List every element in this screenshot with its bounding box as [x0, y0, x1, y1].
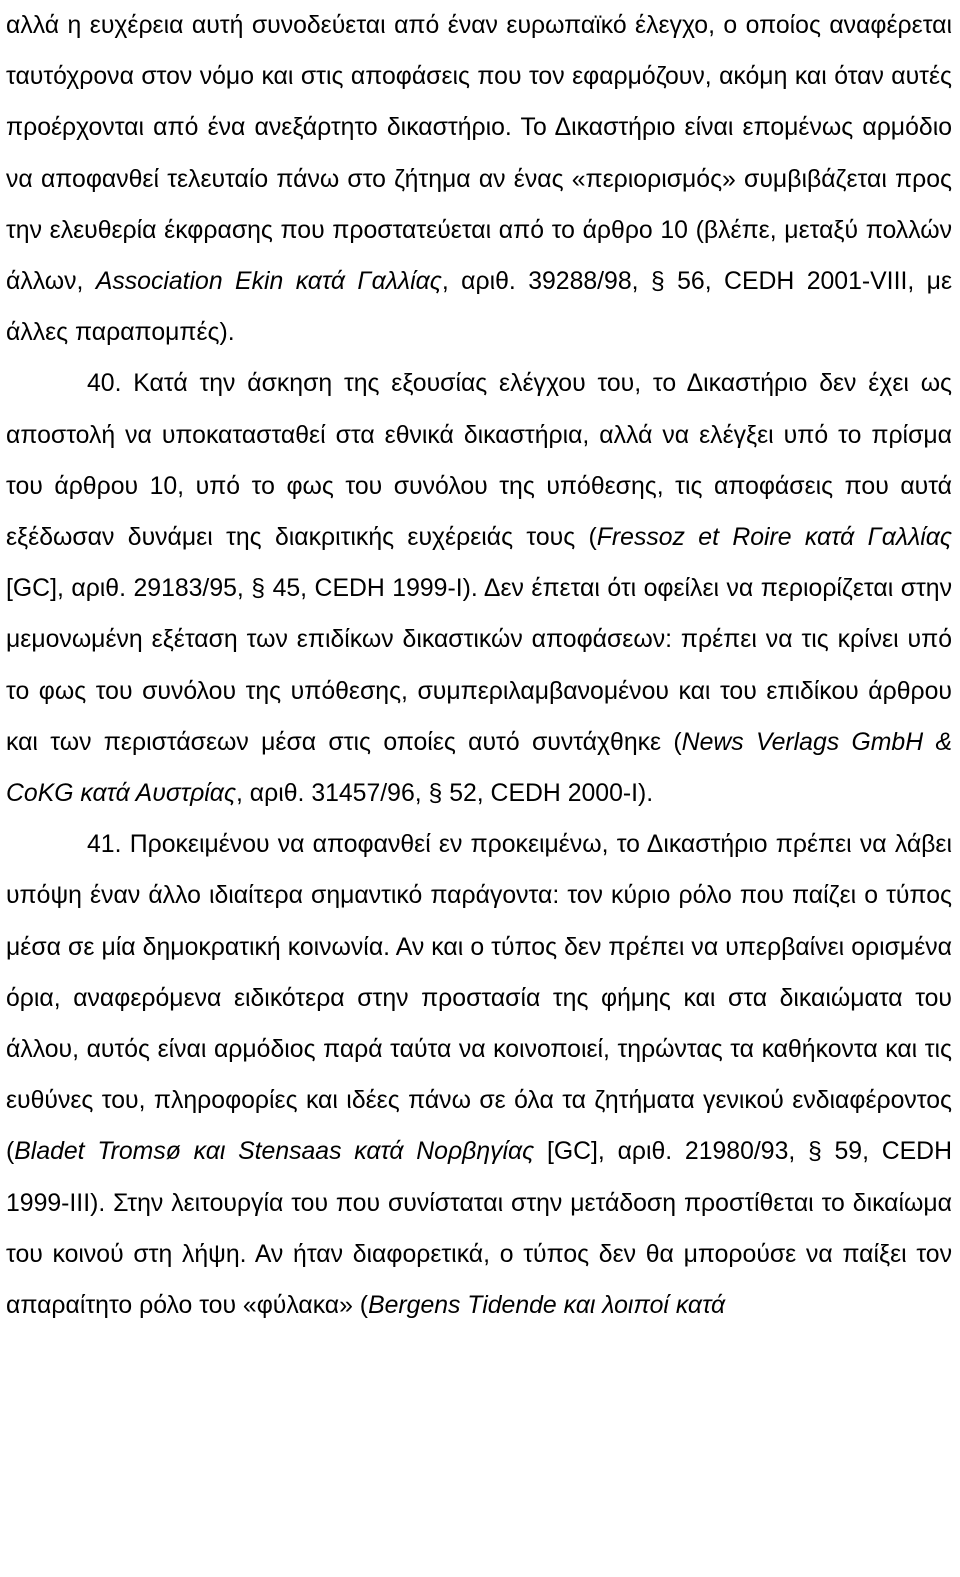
text-run: Προκειμένου να αποφανθεί εν προκειμένω, το Δικαστήριο πρέπει να λάβει υπόψη έναν άλλο ιδιαίτερα σημαντικό παράγοντα: τον κύριο ρόλο που παίζει ο τύπος μέσα σε μία δημοκρατική κοινωνία. Αν και ο τύπος δεν πρέπει να υπερβαίνει ορισμένα όρια, αναφερόμενα ειδικότερα στην προστασία της φήμης και στα δικαιώματα του άλλου, αυτός είναι αρμόδιος παρά ταύτα να κοινοποιεί, τηρώντας τα καθήκοντα και τις ευθύνες του, πληροφορίες και ιδέες πάνω σε όλα τα ζητήματα γενικού ενδιαφέροντος ( [6, 831, 952, 1166]
paragraph-continuation [6, 0, 952, 358]
paragraph-40 [6, 358, 952, 819]
text-run: [GC], αριθ. 21980/93, § 59, CEDH 1999-III). Στην λειτουργία του που συνίσταται στην μετάδοση προστίθεται το δικαίωμα του κοινού στη λήψη. Αν ήταν διαφορετικά, ο τύπος δεν θα μπορούσε να παίξει τον απαραίτητο ρόλο του «φύλακα» ( [6, 1138, 952, 1320]
text-run: αλλά η ευχέρεια αυτή συνοδεύεται από έναν ευρωπαϊκό έλεγχο, ο οποίος αναφέρεται ταυτόχρονα στον νόμο και στις αποφάσεις που τον εφαρμόζουν, ακόμη και όταν αυτές προέρχονται από ένα ανεξάρτητο δικαστήριο. Το Δικαστήριο είναι επομένως αρμόδιο να αποφανθεί τελευταίο πάνω στο ζήτημα αν ένας «περιορισμός» συμβιβάζεται προς την ελευθερία έκφρασης που προστατεύεται από το άρθρο 10 (βλέπε, μεταξύ πολλών άλλων, [6, 12, 952, 296]
document-page [6, 0, 952, 1331]
case-citation: Fressoz et Roire κατά Γαλλίας [596, 524, 952, 552]
case-citation: News Verlags GmbH & CoKG κατά Αυστρίας [6, 728, 952, 808]
case-citation: Bergens Tidende και λοιποί κατά [368, 1292, 726, 1320]
paragraph-number: 41. [87, 831, 122, 859]
case-citation: Association Ekin κατά Γαλλίας [95, 268, 442, 296]
paragraph-number: 40. [87, 370, 122, 398]
text-run: Κατά την άσκηση της εξουσίας ελέγχου του, το Δικαστήριο δεν έχει ως αποστολή να υποκατασταθεί στα εθνικά δικαστήρια, αλλά να ελέγξει υπό το πρίσμα του άρθρου 10, υπό το φως του συνόλου της υπόθεσης, τις αποφάσεις που αυτά εξέδωσαν δυνάμει της διακριτικής ευχέρειάς τους ( [6, 370, 953, 552]
text-run: , αριθ. 31457/96, § 52, CEDH 2000-I). [236, 780, 654, 808]
paragraph-41 [6, 819, 952, 1331]
case-citation: Bladet Tromsø και Stensaas κατά Νορβηγίας [14, 1138, 535, 1166]
text-run: , αριθ. 39288/98, § 56, CEDH 2001-VIII, με άλλες παραπομπές). [6, 268, 952, 347]
text-run: [GC], αριθ. 29183/95, § 45, CEDH 1999-I). Δεν έπεται ότι οφείλει να περιορίζεται στην μεμονωμένη εξέταση των επιδίκων δικαστικών αποφάσεων: πρέπει να τις κρίνει υπό το φως του συνόλου της υπόθεσης, συμπεριλαμβανομένου και του επιδίκου άρθρου και των περιστάσεων μέσα στις οποίες αυτό συντάχθηκε ( [6, 575, 952, 756]
